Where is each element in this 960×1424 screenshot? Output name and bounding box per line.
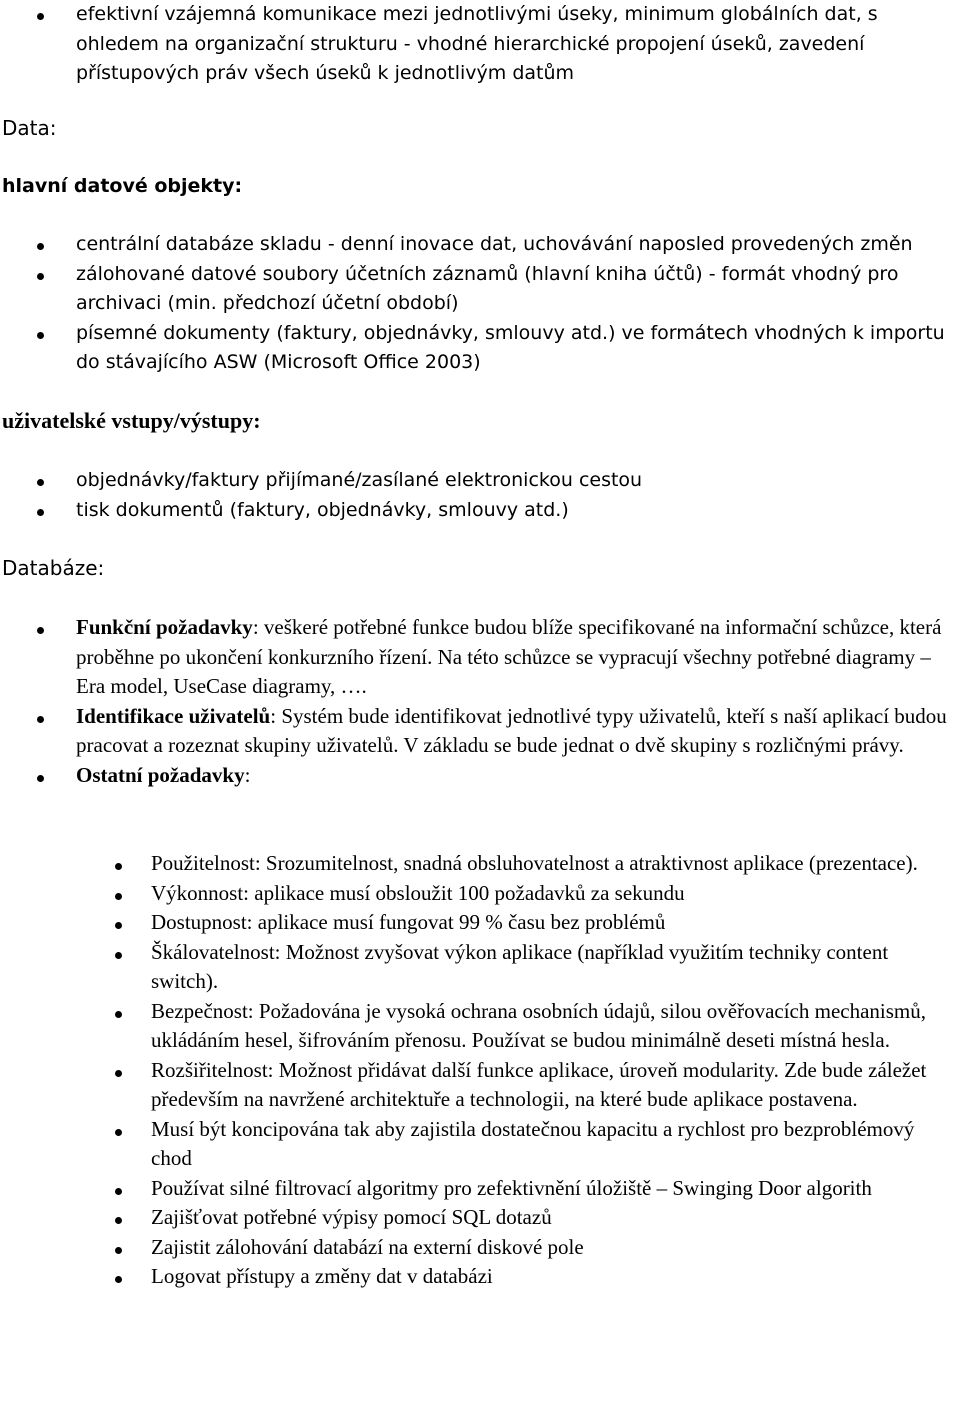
bullet-icon [113,1056,123,1086]
list-item-text: centrální databáze skladu - denní inovace dat, uchovávání naposled provedených změn [76,233,913,255]
list-item-text: zálohované datové soubory účetních záznamů (hlavní kniha účtů) - formát vhodný pro archivaci (min. předchozí účetní období) [76,262,899,314]
list-item-text: písemné dokumenty (faktury, objednávky, smlouvy atd.) ve formátech vhodných k importu do stávajícího ASW (Microsoft Office 2003) [76,321,945,373]
list-item-text: Musí být koncipována tak aby zajistila dostatečnou kapacitu a rychlost pro bezproblémový chod [151,1116,915,1170]
list-item-text: Škálovatelnost: Možnost zvyšovat výkon aplikace (například využitím techniky content switch). [151,939,889,993]
requirement-label: Identifikace uživatelů [76,703,271,728]
requirement-text: : [244,762,251,787]
bullet-icon [113,1233,123,1263]
list-item-text: Zajišťovat potřebné výpisy pomocí SQL dotazů [151,1205,552,1229]
intro-section [0,0,960,89]
list-item [0,496,960,526]
bullet-icon [35,0,45,30]
bullet-icon [113,879,123,909]
requirement-label: Ostatní požadavky [76,762,245,787]
bullet-icon [35,761,45,791]
data-heading: Data: [2,116,57,140]
bullet-icon [113,938,123,968]
bullet-icon [113,1203,123,1233]
list-item [0,230,960,260]
bullet-icon [35,496,45,526]
list-item-text: Dostupnost: aplikace musí fungovat 99 % času bez problémů [151,910,666,934]
list-item-text: Výkonnost: aplikace musí obsloužit 100 požadavků za sekundu [151,880,685,905]
requirement-label: Funkční požadavky [76,615,253,639]
bullet-icon [35,260,45,290]
list-item [0,879,960,909]
bullet-icon [35,230,45,260]
list-item [0,1233,960,1263]
bullet-icon [113,849,123,879]
list-item-text: Používat silné filtrovací algoritmy pro zefektivnění úložiště – Swinging Door algorith [151,1175,872,1200]
list-item-text: Rozšiřitelnost: Možnost přidávat další funkce aplikace, úroveň modularity. Zde bude záležet především na navržené architektuře a technologii, na které bude aplikace postavena. [151,1057,927,1111]
bullet-icon [113,1174,123,1204]
list-item-text: objednávky/faktury přijímané/zasílané elektronickou cestou [76,469,643,491]
list-item [0,1115,960,1174]
requirement-item [0,613,960,702]
requirement-item [0,702,960,761]
bullet-icon [35,702,45,732]
bullet-icon [35,319,45,349]
user-io-heading: uživatelské vstupy/výstupy: [2,408,261,433]
main-objects-heading: hlavní datové objekty: [2,175,243,197]
list-item-text: Použitelnost: Srozumitelnost, snadná obsluhovatelnost a atraktivnost aplikace (prezentace). [151,851,918,875]
bullet-icon [35,466,45,496]
requirement-text: : veškeré potřebné funkce budou blíže specifikované na informační schůzce, která proběhne po ukončení konkurzního řízení. Na této schůzce se vypracují všechny potřebné diagramy – Era model, UseCase diagramy, …. [76,615,942,698]
bullet-icon [113,908,123,938]
list-item-text: Bezpečnost: Požadována je vysoká ochrana osobních údajů, silou ověřovacích mechanismů, ukládáním hesel, šifrováním přenosu. Používat se budou minimálně deseti místná hesla. [151,998,927,1052]
list-item [0,1262,960,1292]
list-item [0,319,960,378]
bullet-icon [113,997,123,1027]
requirement-text: : Systém bude identifikovat jednotlivé typy uživatelů, kteří s naší aplikací budou pracovat a rozeznat skupiny uživatelů. V základu se bude jednat o dvě skupiny s rozličnými právy. [76,703,947,757]
requirement-item [0,761,960,791]
database-heading: Databáze: [2,556,105,580]
bullet-icon [35,613,45,643]
list-item-text: efektivní vzájemná komunikace mezi jednotlivými úseky, minimum globálních dat, s ohledem na organizační strukturu - vhodné hierarchické propojení úseků, zavedení přístupových práv všech úseků k jednotlivým datům [76,3,878,84]
list-item [0,1174,960,1204]
list-item [0,466,960,496]
bullet-icon [113,1262,123,1292]
list-item-text: Logovat přístupy a změny dat v databázi [151,1264,493,1288]
main-objects-list [0,230,960,378]
list-item-text: tisk dokumentů (faktury, objednávky, smlouvy atd.) [76,498,569,521]
list-item [0,997,960,1056]
list-item [0,849,960,879]
list-item-text: Zajistit zálohování databází na externí diskové pole [151,1234,584,1259]
list-item [0,1203,960,1233]
requirements-list [0,613,960,790]
list-item [0,938,960,997]
list-item [0,0,960,89]
list-item [0,260,960,319]
list-item [0,908,960,938]
other-requirements-list [0,849,960,1292]
bullet-icon [113,1115,123,1145]
user-io-list [0,466,960,525]
list-item [0,1056,960,1115]
